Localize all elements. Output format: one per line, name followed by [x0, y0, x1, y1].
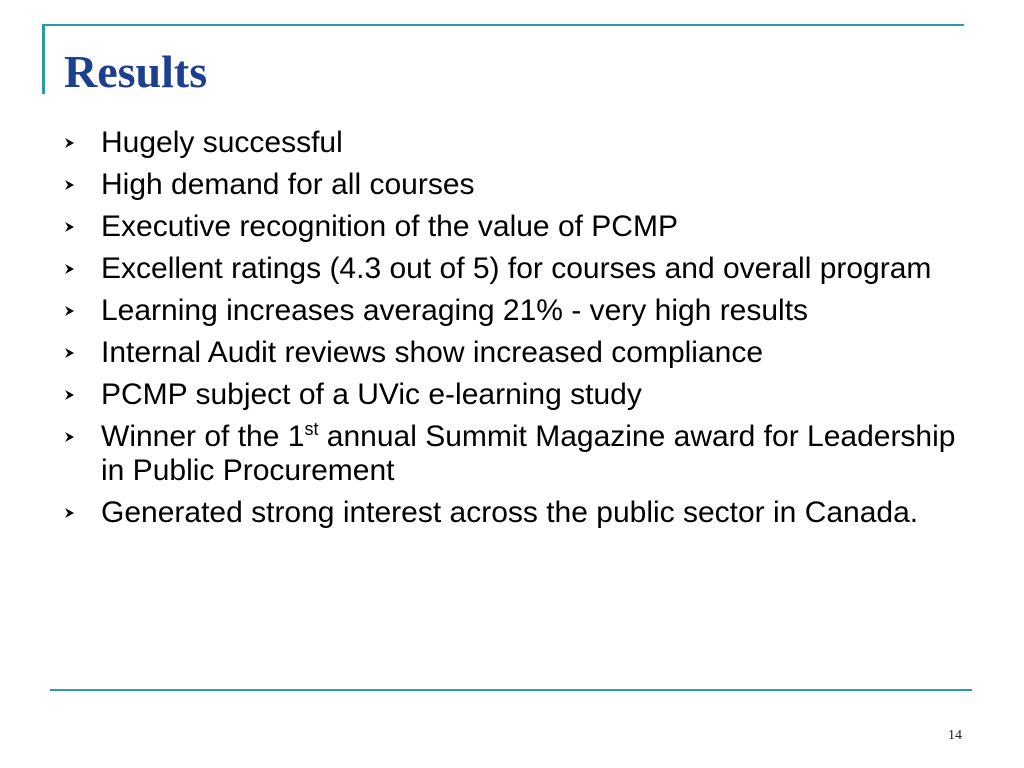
- bullet-item: [64, 126, 974, 160]
- arrow-bullet-icon: [64, 336, 101, 359]
- bullet-text: Hugely successful: [101, 126, 343, 159]
- bullet-item: [64, 210, 974, 244]
- bullet-list: [64, 126, 974, 538]
- ordinal-suffix: st: [304, 419, 319, 439]
- arrow-bullet-icon: [64, 210, 101, 233]
- bullet-text: PCMP subject of a UVic e-learning study: [101, 378, 642, 411]
- arrow-bullet-icon: [64, 378, 101, 401]
- bullet-item: [64, 378, 974, 412]
- bullet-text-part: annual Summit Magazine award for Leadership in Public Procurement: [101, 420, 956, 487]
- arrow-bullet-icon: [64, 294, 101, 317]
- arrow-bullet-icon: [64, 252, 101, 275]
- bullet-text: Learning increases averaging 21% - very high results: [101, 294, 809, 327]
- accent-bottom-line: [50, 689, 972, 691]
- bullet-item: [64, 496, 974, 530]
- bullet-item: [64, 420, 974, 488]
- bullet-text: Internal Audit reviews show increased compliance: [101, 336, 764, 369]
- slide-title: Results: [64, 46, 208, 97]
- bullet-text: [101, 420, 974, 488]
- accent-top-line: [42, 24, 964, 26]
- arrow-bullet-icon: [64, 496, 101, 519]
- bullet-item: [64, 168, 974, 202]
- bullet-item: [64, 336, 974, 370]
- bullet-text: Generated strong interest across the public sector in Canada.: [101, 496, 919, 529]
- bullet-text-part: Winner of the 1: [101, 420, 305, 453]
- arrow-bullet-icon: [64, 168, 101, 191]
- bullet-item: [64, 252, 974, 286]
- page-number: 14: [948, 728, 962, 743]
- bullet-text: Executive recognition of the value of PCMP: [101, 210, 678, 243]
- bullet-text: Excellent ratings (4.3 out of 5) for courses and overall program: [101, 252, 932, 285]
- bullet-item: [64, 294, 974, 328]
- bullet-text: High demand for all courses: [101, 168, 475, 201]
- accent-vertical-line: [42, 24, 45, 94]
- arrow-bullet-icon: [64, 126, 101, 149]
- arrow-bullet-icon: [64, 420, 101, 443]
